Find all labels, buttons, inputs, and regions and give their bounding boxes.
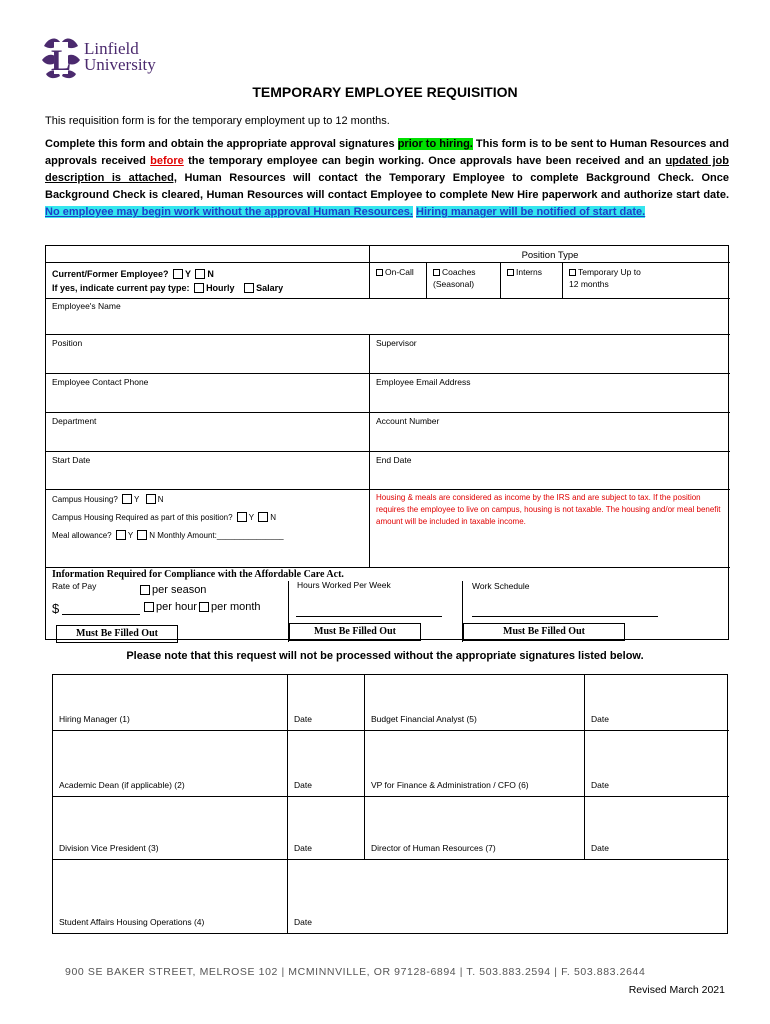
housing-required-n-label: N (270, 513, 276, 522)
page-title: TEMPORARY EMPLOYEE REQUISITION (252, 84, 518, 100)
housing-required-n-checkbox[interactable] (258, 512, 268, 522)
sig-hiring-manager-label: Hiring Manager (1) (59, 714, 130, 724)
sig-budget-analyst-label: Budget Financial Analyst (5) (371, 714, 477, 724)
sig-date-4-label: Date (294, 917, 312, 927)
instructions-paragraph (45, 136, 729, 221)
instructions-p2: This form is to be sent to Human Resources and approvals received (45, 138, 729, 167)
sig-date-2-label: Date (294, 780, 312, 790)
current-y-checkbox[interactable] (173, 269, 183, 279)
logo-line1: Linfield (84, 39, 139, 58)
sig-date-1[interactable] (288, 675, 365, 730)
must-fill-hours: Must Be Filled Out (289, 623, 421, 641)
signature-notice: Please note that this request will not be processed without the appropriate signatures listed below. (126, 650, 644, 662)
sig-academic-dean-label: Academic Dean (if applicable) (2) (59, 780, 185, 790)
current-y-label: Y (185, 269, 191, 279)
monthly-amount-label: Monthly Amount:_______________ (157, 531, 284, 540)
meal-y-checkbox[interactable] (116, 530, 126, 540)
sig-date-5-label: Date (591, 714, 609, 724)
supervisor-label: Supervisor (376, 338, 417, 348)
sig-division-vp[interactable] (53, 797, 288, 859)
signature-row-1 (53, 675, 729, 731)
on-call-label: On-Call (385, 267, 414, 277)
requisition-form-grid (45, 245, 729, 640)
email-cell[interactable] (370, 373, 730, 412)
hourly-checkbox[interactable] (194, 283, 204, 293)
sig-date-6[interactable] (585, 731, 729, 796)
must-fill-schedule: Must Be Filled Out (463, 623, 625, 641)
position-type-options (370, 262, 730, 298)
end-date-label: End Date (376, 455, 412, 465)
linfield-crest-icon (40, 34, 82, 80)
campus-housing-n-label: N (157, 495, 164, 504)
sig-housing-ops[interactable] (53, 860, 288, 933)
position-label: Position (52, 338, 83, 348)
per-season-option (138, 584, 206, 596)
signature-row-2 (53, 731, 729, 797)
per-season-label: per season (152, 584, 207, 596)
housing-tax-note: Housing & meals are considered as income by the IRS and are subject to tax. If the position requires the employee to live on campus, housing is not taxable. The housing and/or meal benefit amount will be included in taxable income. (370, 489, 730, 567)
sig-date-7[interactable] (585, 797, 729, 859)
sig-budget-analyst[interactable] (365, 675, 585, 730)
sig-hr-director-label: Director of Human Resources (7) (371, 843, 496, 853)
sig-hr-director[interactable] (365, 797, 585, 859)
sig-date-7-label: Date (591, 843, 609, 853)
employee-name-cell[interactable] (46, 298, 730, 334)
housing-cell (46, 489, 370, 567)
temporary-checkbox[interactable] (569, 269, 576, 276)
signature-row-3 (53, 797, 729, 860)
sig-division-vp-label: Division Vice President (3) (59, 843, 159, 853)
phone-label: Employee Contact Phone (52, 377, 149, 387)
aca-section (46, 567, 730, 641)
per-season-checkbox[interactable] (140, 585, 150, 595)
on-call-checkbox[interactable] (376, 269, 383, 276)
email-label: Employee Email Address (376, 377, 471, 387)
pay-type-label: If yes, indicate current pay type: (52, 283, 190, 293)
supervisor-cell[interactable] (370, 334, 730, 373)
position-type-divider (370, 262, 730, 263)
per-hour-checkbox[interactable] (144, 602, 154, 612)
department-label: Department (52, 416, 97, 426)
aca-title: Information Required for Compliance with the Affordable Care Act. (52, 569, 344, 580)
instructions-p1: Complete this form and obtain the appropriate approval signatures (45, 138, 398, 150)
instructions-p4: Human Resources will contact the Temporary Employee to complete Background Check. Once Background Check is cleared, Human Resources will contact Employee to complete New Hire paperwork and authorize start date. (45, 172, 729, 201)
hours-worked-label: Hours Worked Per Week (297, 580, 391, 590)
schedule-input-line[interactable] (472, 616, 658, 617)
logo-text (84, 41, 156, 73)
hourly-label: Hourly (206, 283, 235, 293)
sig-date-3[interactable] (288, 797, 365, 859)
sig-date-2[interactable] (288, 731, 365, 796)
salary-checkbox[interactable] (244, 283, 254, 293)
footer-address: 900 SE BAKER STREET, MELROSE 102 | MCMINNVILLE, OR 97128-6894 | T. 503.883.2594 | F. 503.883.2644 (65, 966, 646, 978)
per-hour-month-options (142, 601, 261, 613)
campus-housing-y-checkbox[interactable] (122, 494, 132, 504)
svg-text:L: L (50, 44, 72, 77)
campus-housing-n-checkbox[interactable] (146, 494, 156, 504)
rate-of-pay-label: Rate of Pay (52, 581, 97, 591)
position-type-title: Position Type (521, 250, 579, 261)
per-month-checkbox[interactable] (199, 602, 209, 612)
meal-allowance-label: Meal allowance? (52, 531, 112, 540)
header-gap (46, 246, 370, 262)
current-n-checkbox[interactable] (195, 269, 205, 279)
sig-vp-finance[interactable] (365, 731, 585, 796)
meal-y-label: Y (127, 531, 134, 540)
coaches-checkbox[interactable] (433, 269, 440, 276)
sig-hiring-manager[interactable] (53, 675, 288, 730)
hours-input-line[interactable] (296, 616, 442, 617)
meal-n-label: N (149, 531, 156, 540)
logo-line2: University (84, 55, 156, 74)
per-month-label: per month (210, 601, 261, 613)
instructions-job-description: updated job description is attached, (45, 155, 729, 184)
campus-housing-label: Campus Housing? (52, 495, 118, 504)
meal-n-checkbox[interactable] (137, 530, 147, 540)
instructions-before: before (150, 155, 184, 167)
signature-table (52, 674, 728, 934)
position-cell[interactable] (46, 334, 370, 373)
department-cell[interactable] (46, 412, 370, 451)
account-cell[interactable] (370, 412, 730, 451)
sig-date-1-label: Date (294, 714, 312, 724)
account-label: Account Number (376, 416, 440, 426)
coaches-sub-label: (Seasonal) (433, 279, 475, 289)
end-date-cell[interactable] (370, 451, 730, 489)
campus-housing-y-label: Y (134, 495, 140, 504)
signature-row-4 (53, 860, 729, 933)
sig-vp-finance-label: VP for Finance & Administration / CFO (6) (371, 780, 529, 790)
start-date-cell[interactable] (46, 451, 370, 489)
current-n-label: N (207, 269, 214, 279)
sig-date-4[interactable] (288, 860, 365, 933)
interns-label: Interns (516, 267, 542, 277)
sig-academic-dean[interactable] (53, 731, 288, 796)
sig-date-6-label: Date (591, 780, 609, 790)
rate-input-line[interactable] (62, 614, 140, 615)
intro-text: This requisition form is for the temporary employment up to 12 months. (45, 115, 390, 127)
per-hour-label: per hour (156, 601, 197, 613)
instructions-p3: the temporary employee can begin working. Once approvals have been received and an (183, 155, 666, 167)
temporary-sub-label: 12 months (569, 279, 609, 289)
phone-cell[interactable] (46, 373, 370, 412)
current-former-label: Current/Former Employee? (52, 269, 169, 279)
housing-required-y-label: Y (248, 513, 254, 522)
employee-status-cell (46, 262, 370, 298)
coaches-label: Coaches (442, 267, 476, 277)
dollar-sign: $ (52, 601, 60, 616)
work-schedule-label: Work Schedule (472, 581, 530, 591)
temporary-label: Temporary Up to (578, 267, 641, 277)
start-date-label: Start Date (52, 455, 91, 465)
sig-housing-ops-label: Student Affairs Housing Operations (4) (59, 917, 205, 927)
must-fill-rate: Must Be Filled Out (56, 625, 178, 643)
linfield-logo (40, 34, 190, 80)
revised-date: Revised March 2021 (628, 984, 725, 996)
instructions-no-employee: No employee may begin work without the approval Human Resources. (45, 206, 413, 218)
employee-name-label: Employee's Name (52, 301, 121, 311)
sig-date-3-label: Date (294, 843, 312, 853)
instructions-prior-to-hiring: prior to hiring. (397, 138, 473, 150)
interns-checkbox[interactable] (507, 269, 514, 276)
housing-required-label: Campus Housing Required as part of this position? (52, 513, 233, 522)
sig-date-5[interactable] (585, 675, 729, 730)
instructions-hiring-manager: Hiring manager will be notified of start date. (416, 206, 646, 218)
housing-required-y-checkbox[interactable] (237, 512, 247, 522)
salary-label: Salary (256, 283, 284, 293)
